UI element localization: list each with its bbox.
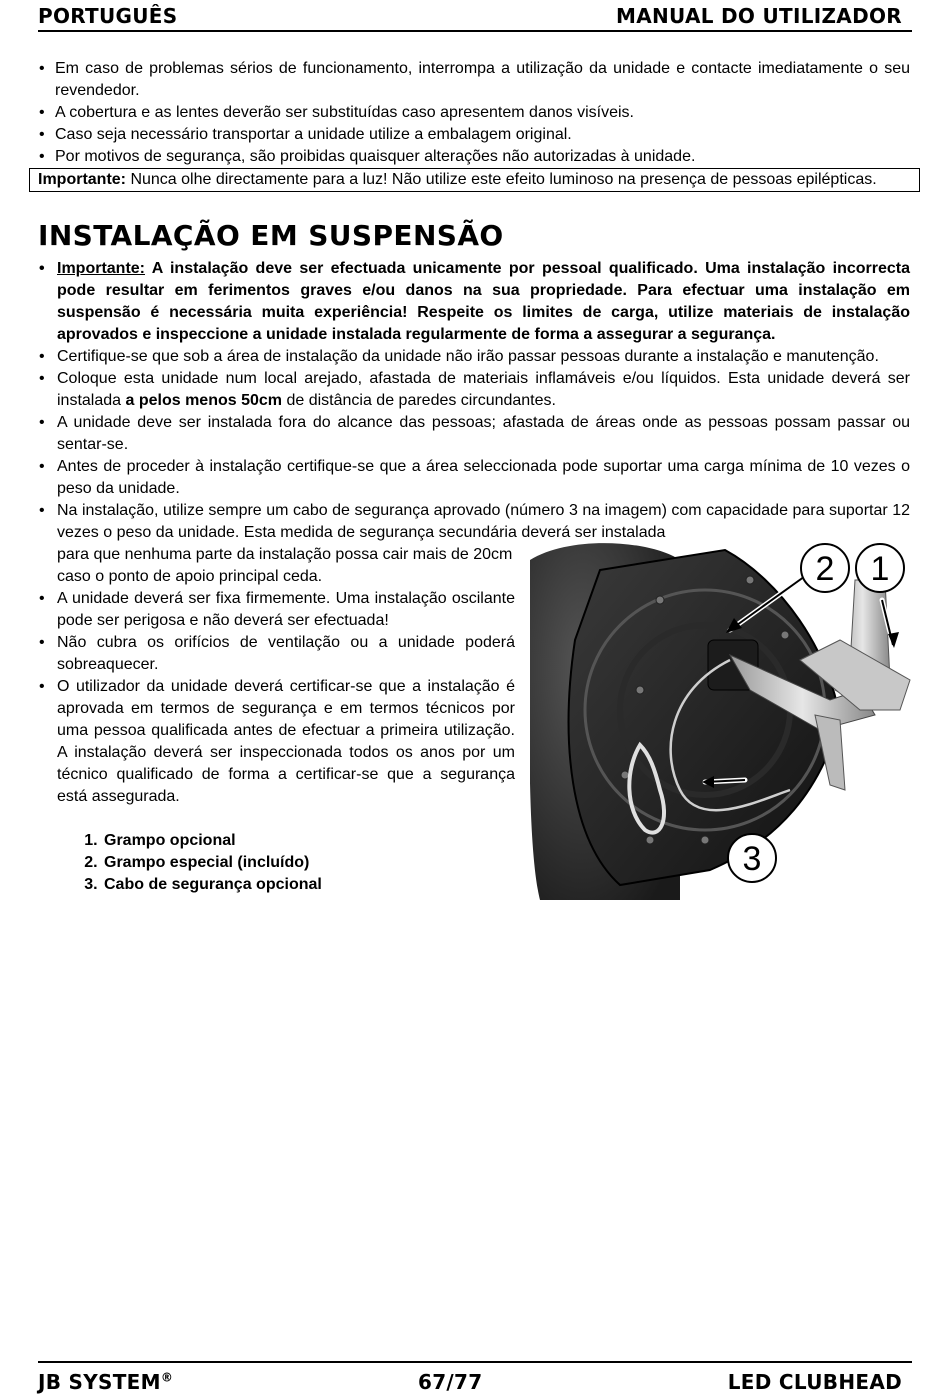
- callout-label: 1: [870, 550, 890, 588]
- important-notice-box: [29, 168, 920, 192]
- text-run: de distância de paredes circundantes.: [282, 392, 556, 409]
- callout-1: [856, 544, 904, 592]
- header-manual-title: MANUAL DO UTILIZADOR: [616, 4, 902, 28]
- parts-list: [38, 830, 515, 896]
- callout-label: 2: [815, 550, 835, 588]
- callout-2: [801, 544, 849, 592]
- callout-3: [728, 834, 776, 882]
- list-item: • A unidade deverá ser fixa firmemente. Uma instalação oscilante pode ser perigosa e não deverá ser efectuada!: [38, 588, 515, 632]
- left-column: [38, 544, 515, 896]
- notice-text: Nunca olhe directamente para a luz! Não utilize este efeito luminoso na presença de pessoas epilépticas.: [126, 171, 877, 188]
- list-item: • Não cubra os orifícios de ventilação ou a unidade poderá sobreaquecer.: [38, 632, 515, 676]
- list-item: • Certifique-se que sob a área de instalação da unidade não irão passar pessoas durante a instalação e manutenção.: [38, 346, 910, 368]
- parts-list-item: 3. Cabo de segurança opcional: [102, 874, 515, 896]
- text-run: Coloque esta unidade num local arejado, afastada de materiais inflamáveis e/ou líquidos. Esta unidade deverá ser instalada: [57, 370, 910, 409]
- figure-and-text-block: [38, 544, 910, 896]
- page-footer: [38, 1361, 912, 1395]
- installation-bullet-list: [38, 258, 910, 544]
- notice-label: Importante:: [38, 171, 126, 188]
- list-item: • Caso seja necessário transportar a unidade utilize a embalagem original.: [38, 124, 910, 146]
- intro-bullet-list: [38, 58, 910, 168]
- list-item: [38, 368, 910, 412]
- page-header: [38, 2, 912, 32]
- left-column-bullets: [38, 588, 515, 808]
- list-item: • Por motivos de segurança, são proibidas quaisquer alterações não autorizadas à unidade.: [38, 146, 910, 168]
- list-item: • A cobertura e as lentes deverão ser substituídas caso apresentem danos visíveis.: [38, 102, 910, 124]
- parts-list-item: 1. Grampo opcional: [102, 830, 515, 852]
- page-content: [38, 58, 910, 896]
- important-text: A instalação deve ser efectuada unicamente por pessoal qualificado. Uma instalação incorrecta pode resultar em ferimentos graves e/ou danos na sua propriedade. Para efectuar uma instalação em suspensão é necessária muita experiência! Respeite os limites de carga, utilize materiais de instalação aprovados e inspeccione a unidade instalada regularmente de forma a assegurar a segurança.: [57, 260, 910, 343]
- list-item-continuation: para que nenhuma parte da instalação possa cair mais de 20cm caso o ponto de apoio principal ceda.: [57, 546, 513, 585]
- list-item: • O utilizador da unidade deverá certificar-se que a instalação é aprovada em termos de segurança e em termos técnicos por uma pessoa qualificada antes de efectuar a primeira utilização. A instalação deverá ser inspeccionada todos os anos por um técnico qualificado de forma a certificar-se que a segurança está assegurada.: [38, 676, 515, 808]
- list-item: • A unidade deve ser instalada fora do alcance das pessoas; afastada de áreas onde as pessoas possam passar ou sentar-se.: [38, 412, 910, 456]
- list-item: • Em caso de problemas sérios de funcionamento, interrompa a utilização da unidade e contacte imediatamente o seu revendedor.: [38, 58, 910, 102]
- section-title: INSTALAÇÃO EM SUSPENSÃO: [38, 219, 504, 252]
- list-item: • Antes de proceder à instalação certifique-se que a área seleccionada pode suportar uma carga mínima de 10 vezes o peso da unidade.: [38, 456, 910, 500]
- page-number: 67/77: [418, 1370, 483, 1394]
- header-language: PORTUGUÊS: [38, 4, 178, 28]
- callout-label: 3: [742, 840, 762, 878]
- installation-photo: [530, 540, 912, 900]
- list-item: • Na instalação, utilize sempre um cabo de segurança aprovado (número 3 na imagem) com capacidade para suportar 12 vezes o peso da unidade. Esta medida de segurança secundária deverá ser instalada: [38, 500, 910, 544]
- distance-emphasis: a pelos menos 50cm: [125, 392, 283, 409]
- footer-brand: [38, 1370, 173, 1394]
- list-item-important: [38, 258, 910, 346]
- parts-list-item: 2. Grampo especial (incluído): [102, 852, 515, 874]
- registered-mark: ®: [160, 1370, 174, 1385]
- brand-text: JB SYSTEM: [38, 1370, 161, 1394]
- footer-product: LED CLUBHEAD: [727, 1370, 902, 1394]
- important-label: Importante:: [57, 260, 145, 277]
